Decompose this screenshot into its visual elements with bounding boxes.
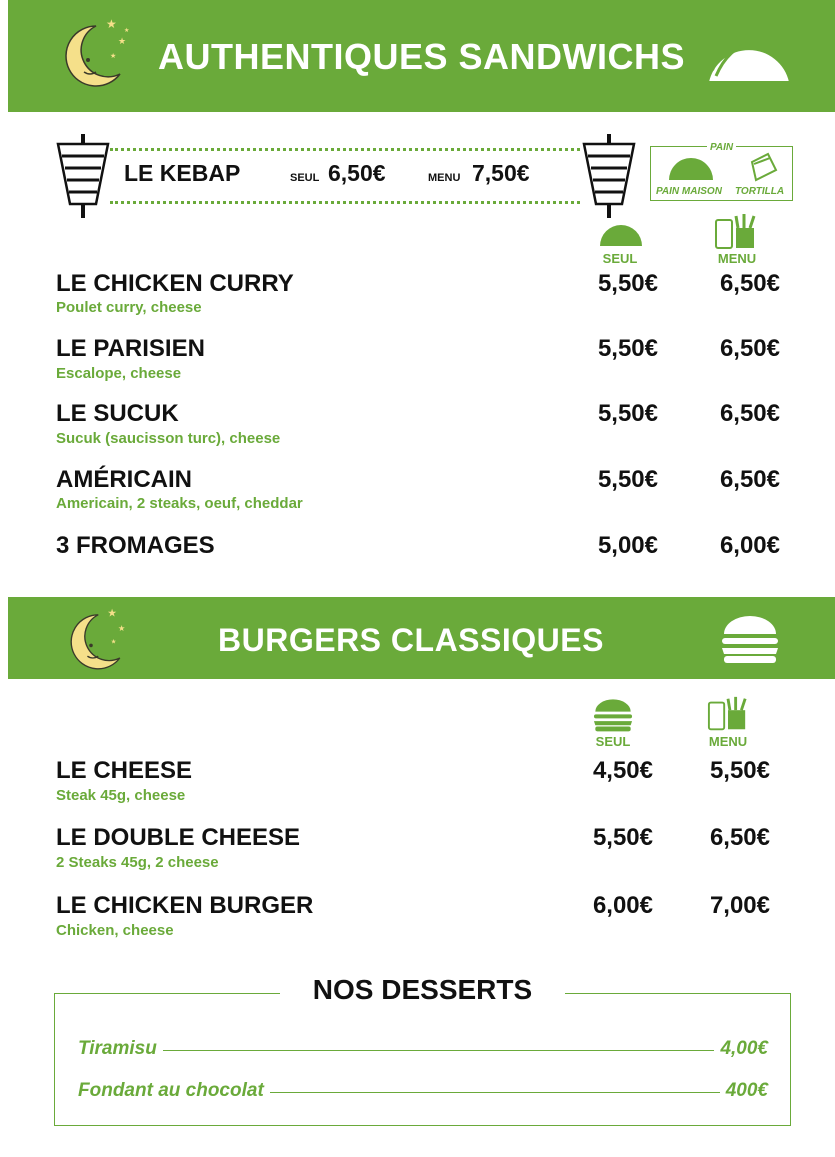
dessert-price: 4,00€ [720,1038,768,1059]
taco-icon [702,28,794,86]
dessert-leader-line [163,1050,715,1051]
taco-icon [598,222,644,248]
item-price-seul: 5,50€ [597,400,658,427]
item-price-seul: 5,50€ [597,270,658,297]
column-header-seul: SEUL [595,734,631,749]
item-name: LE CHEESE [56,757,193,784]
svg-text:★: ★ [124,28,130,34]
kebab-spit-icon [578,134,640,218]
item-price-menu: 6,50€ [719,400,780,427]
svg-text:★: ★ [107,607,117,620]
dessert-row [78,1038,768,1060]
item-name: 3 FROMAGES [56,532,215,559]
item-price-seul: 6,00€ [592,892,653,919]
burger-icon [592,698,634,732]
section-title-burgers: BURGERS CLASSIQUES [218,622,604,658]
dessert-name: Fondant au chocolat [78,1080,264,1101]
menu-combo-icon [707,696,749,732]
item-price-seul: 4,50€ [592,757,653,784]
item-price-seul: 5,00€ [597,532,658,559]
item-price-menu: 7,00€ [709,892,770,919]
svg-text:★: ★ [106,17,117,31]
menu-combo-icon [714,214,758,250]
item-name: LE CHICKEN CURRY [56,270,294,297]
column-header-menu: MENU [708,734,748,749]
item-price-menu: 5,50€ [709,757,770,784]
desserts-title: NOS DESSERTS [312,974,533,1005]
item-desc: 2 Steaks 45g, 2 cheese [56,854,219,871]
kebab-spit-icon [52,134,114,218]
item-price-seul: 5,50€ [597,466,658,493]
item-price-seul: 5,50€ [592,824,653,851]
column-header-menu: MENU [717,251,757,266]
svg-text:★: ★ [110,638,117,646]
item-price-menu: 6,00€ [719,532,780,559]
pain-option-maison: PAIN MAISON [656,186,722,197]
item-price-seul: 5,50€ [597,335,658,362]
kebap-menu-price: 7,50€ [472,160,530,186]
item-name: AMÉRICAIN [56,466,192,493]
item-name: LE DOUBLE CHEESE [56,824,301,851]
dessert-leader-line [270,1092,720,1093]
svg-text:★: ★ [118,624,126,633]
kebap-seul-price: 6,50€ [328,160,386,186]
tortilla-wrap-icon [750,152,778,182]
item-desc: Steak 45g, cheese [56,787,186,804]
pain-title: PAIN [707,142,736,153]
item-price-menu: 6,50€ [709,824,770,851]
item-desc: Americain, 2 steaks, oeuf, cheddar [56,495,303,512]
svg-text:★: ★ [110,53,117,60]
svg-text:★: ★ [118,36,127,46]
section-title-sandwichs: AUTHENTIQUES SANDWICHS [158,36,686,77]
item-desc: Poulet curry, cheese [56,299,202,316]
item-name: LE PARISIEN [56,335,205,362]
taco-icon [667,156,715,182]
kebap-menu-label: MENU [428,172,461,184]
item-desc: Chicken, cheese [56,922,174,939]
item-desc: Escalope, cheese [56,365,182,382]
item-name: LE SUCUK [56,400,179,427]
item-desc: Sucuk (saucisson turc), cheese [56,430,281,447]
item-name: LE CHICKEN BURGER [56,892,314,919]
pain-option-tortilla: TORTILLA [735,186,785,197]
moon-stars-icon [66,604,134,676]
kebap-name: LE KEBAP [124,160,241,186]
dessert-name: Tiramisu [78,1038,157,1059]
item-price-menu: 6,50€ [719,466,780,493]
kebap-seul-label: SEUL [290,172,320,184]
burger-icon [720,614,780,664]
item-price-menu: 6,50€ [719,335,780,362]
column-header-seul: SEUL [602,251,638,266]
dessert-row [78,1080,768,1102]
dessert-price: 400€ [725,1080,768,1101]
item-price-menu: 6,50€ [719,270,780,297]
moon-stars-icon [62,14,134,94]
